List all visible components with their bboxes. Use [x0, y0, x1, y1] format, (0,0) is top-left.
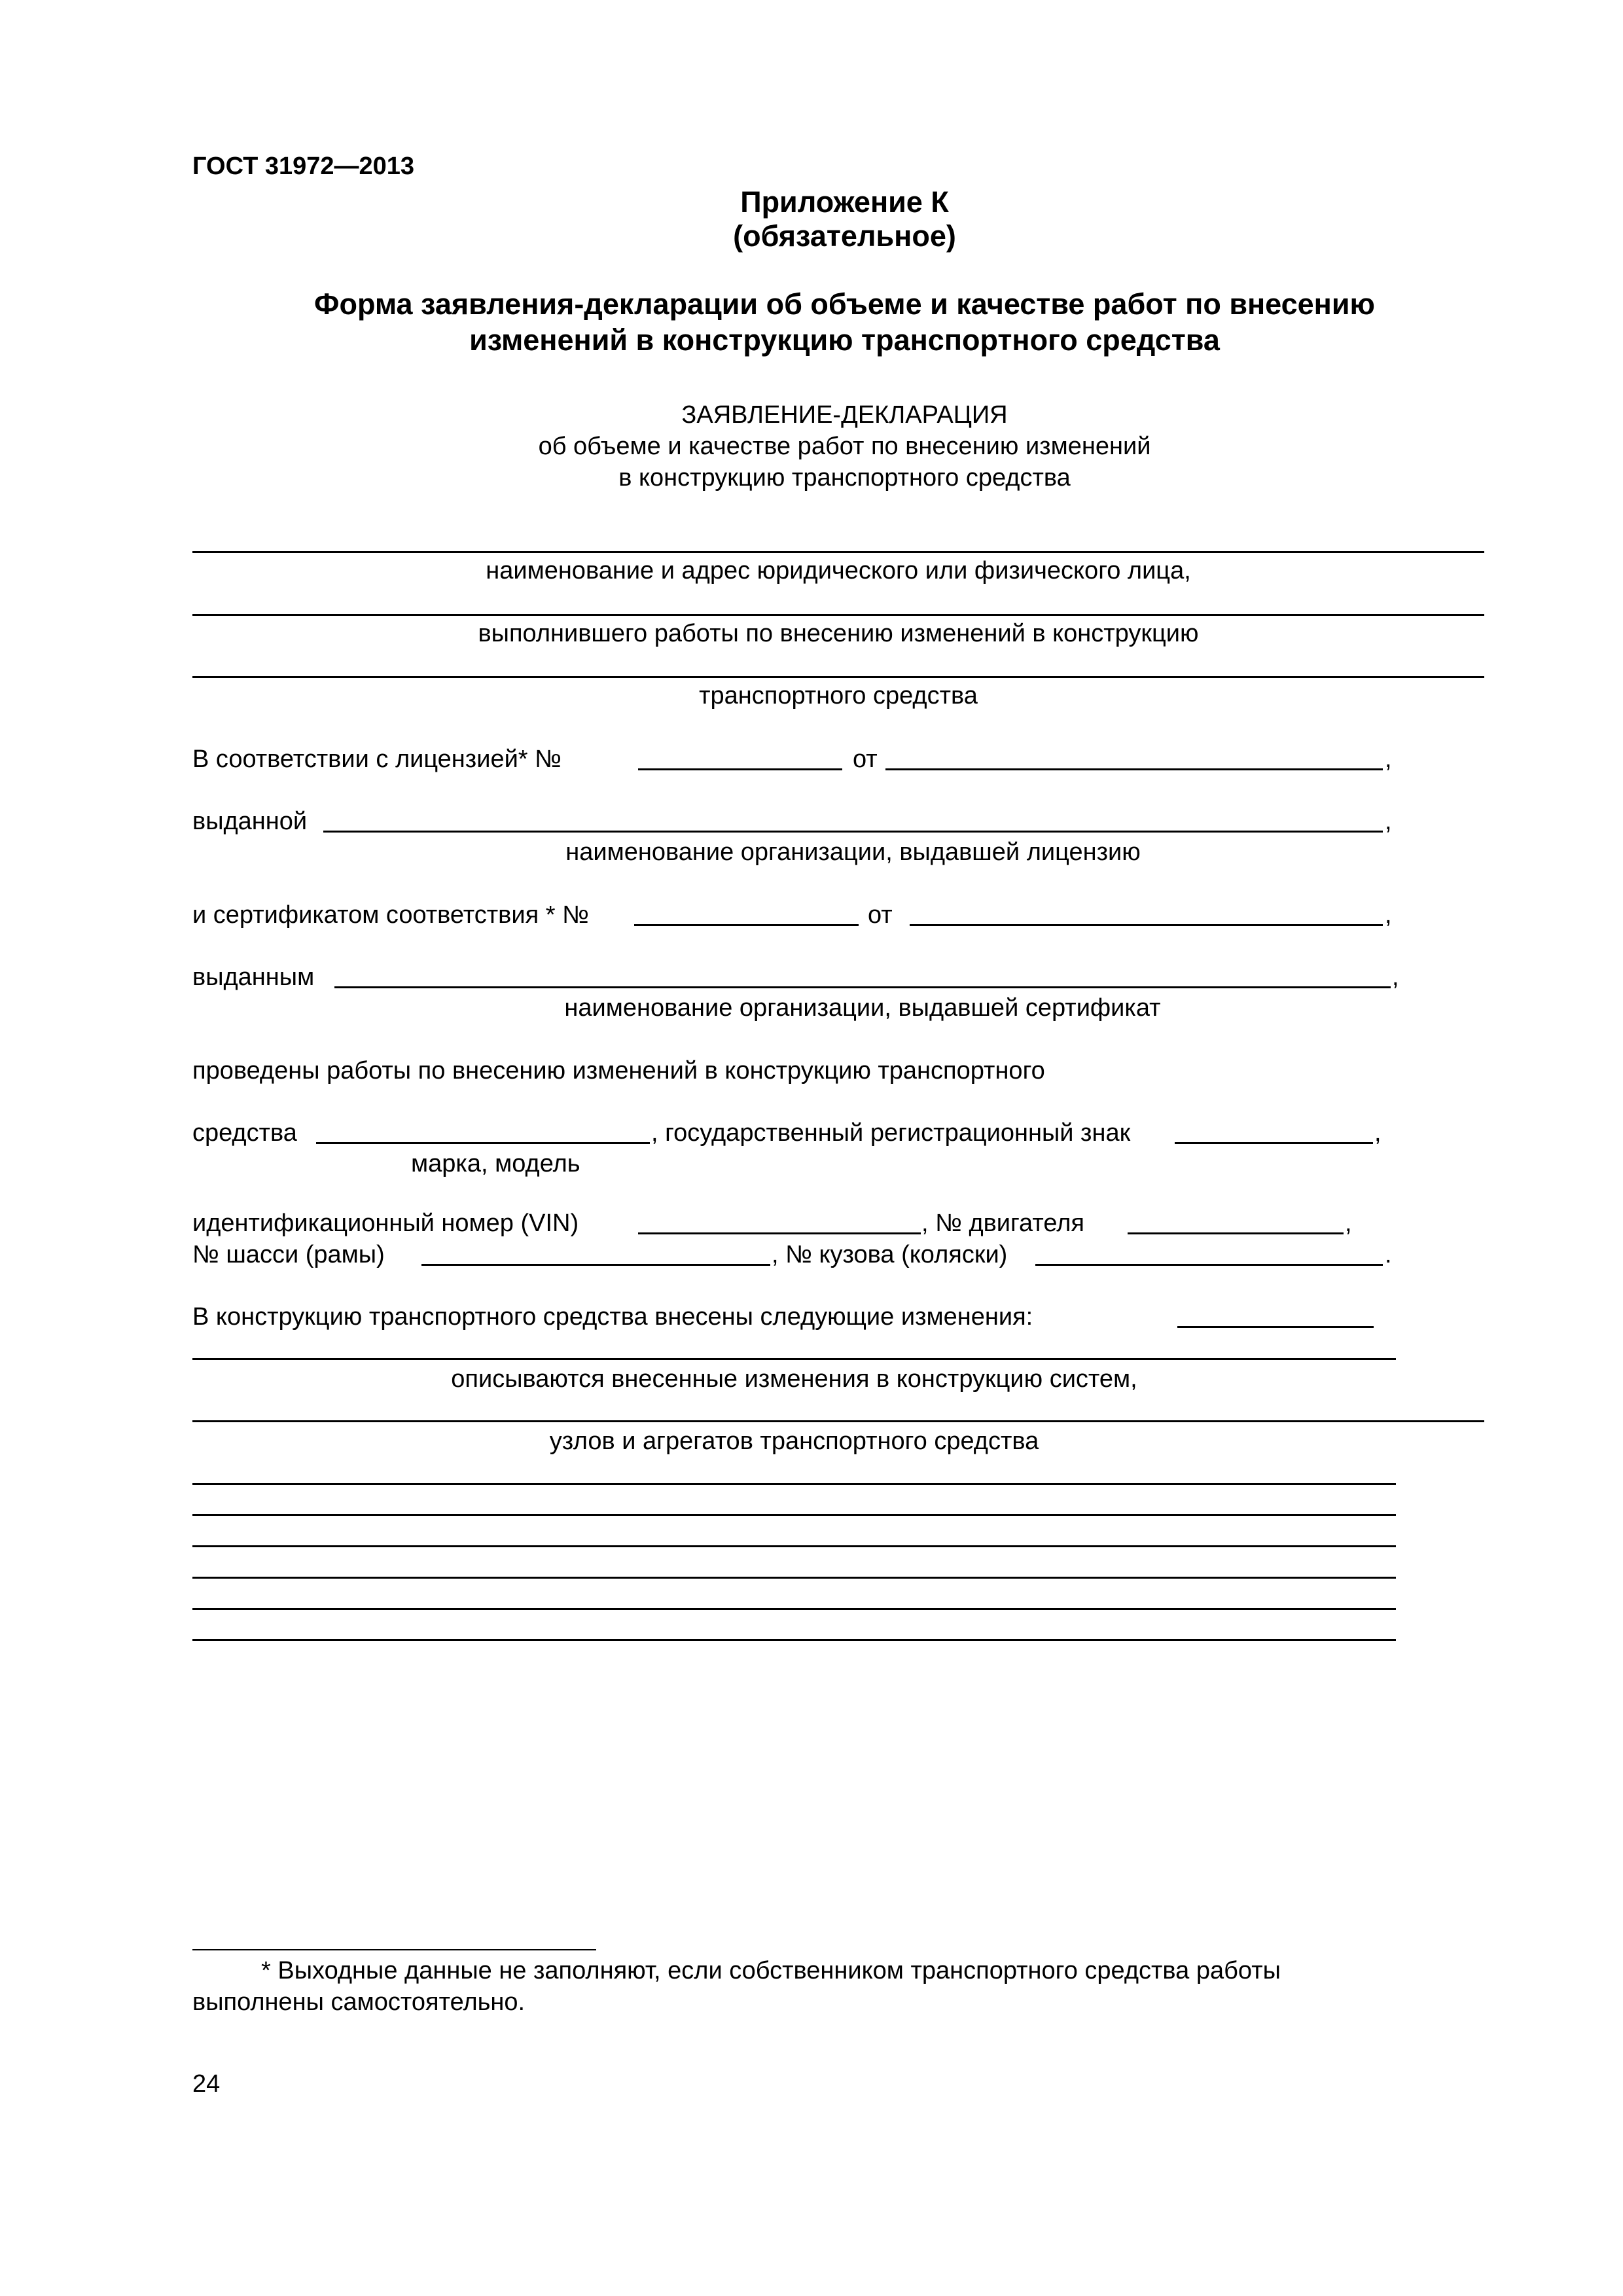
changes-field-1[interactable]: [192, 1358, 1396, 1360]
applicant-name-field-3[interactable]: [192, 676, 1484, 678]
body-period: .: [1385, 1241, 1392, 1268]
certificate-issuer-field[interactable]: [334, 986, 1391, 988]
changes-field-8[interactable]: [192, 1639, 1396, 1641]
footnote-separator: [192, 1949, 596, 1950]
changes-field-6[interactable]: [192, 1577, 1396, 1579]
license-date-label: от: [853, 745, 878, 773]
hint-applicant-name-1: наименование и адрес юридического или физического лица,: [486, 557, 1191, 584]
declaration-title: ЗАЯВЛЕНИЕ-ДЕКЛАРАЦИЯ: [681, 401, 1008, 429]
vin-field[interactable]: [638, 1232, 921, 1234]
license-issuer-label: выданной: [192, 808, 308, 835]
body-label: , № кузова (коляски): [772, 1241, 1008, 1268]
chassis-label: № шасси (рамы): [192, 1241, 385, 1268]
registration-comma: ,: [1374, 1119, 1382, 1147]
license-issuer-field[interactable]: [323, 831, 1383, 833]
certificate-comma: ,: [1385, 901, 1392, 929]
registration-sign-field[interactable]: [1175, 1142, 1373, 1144]
license-number-field[interactable]: [638, 768, 842, 770]
hint-license-issuer: наименование организации, выдавшей лицензию: [565, 838, 1141, 866]
appendix-title: Приложение К: [740, 185, 949, 219]
page-number: 24: [192, 2070, 221, 2098]
changes-field-inline[interactable]: [1177, 1326, 1374, 1328]
vehicle-label: средства: [192, 1119, 297, 1147]
declaration-subtitle-line-1: об объеме и качестве работ по внесению изменений: [538, 433, 1151, 460]
license-date-field[interactable]: [885, 768, 1383, 770]
certificate-label: и сертификатом соответствия * №: [192, 901, 589, 929]
hint-certificate-issuer: наименование организации, выдавшей сертификат: [564, 994, 1161, 1022]
changes-field-4[interactable]: [192, 1514, 1396, 1516]
certificate-issuer-label: выданным: [192, 963, 315, 991]
hint-changes-1: описываются внесенные изменения в конструкцию систем,: [451, 1365, 1137, 1393]
vehicle-brand-model-field[interactable]: [316, 1142, 650, 1144]
appendix-status: (обязательное): [733, 219, 956, 253]
appendix-heading-line-1: Форма заявления-декларации об объеме и качестве работ по внесению: [314, 287, 1375, 321]
hint-applicant-name-2: выполнившего работы по внесению изменений в конструкцию: [478, 620, 1199, 647]
engine-number-field[interactable]: [1128, 1232, 1344, 1234]
applicant-name-field-2[interactable]: [192, 614, 1484, 616]
appendix-heading-line-2: изменений в конструкцию транспортного средства: [469, 323, 1220, 357]
works-statement: проведены работы по внесению изменений в конструкцию транспортного: [192, 1057, 1045, 1085]
license-comma: ,: [1385, 745, 1392, 773]
certificate-date-label: от: [868, 901, 893, 929]
changes-label: В конструкцию транспортного средства внесены следующие изменения:: [192, 1303, 1033, 1331]
vin-label: идентификационный номер (VIN): [192, 1210, 579, 1237]
license-issuer-comma: ,: [1385, 808, 1392, 835]
changes-field-5[interactable]: [192, 1545, 1396, 1547]
certificate-issuer-comma: ,: [1392, 963, 1399, 991]
standard-code: ГОСТ 31972—2013: [192, 152, 415, 180]
footnote-line-2: выполнены самостоятельно.: [192, 1988, 526, 2016]
license-label: В соответствии с лицензией* №: [192, 745, 562, 773]
hint-applicant-name-3: транспортного средства: [699, 682, 978, 709]
hint-brand-model: марка, модель: [411, 1150, 580, 1177]
declaration-subtitle-line-2: в конструкцию транспортного средства: [618, 464, 1071, 492]
engine-label: , № двигателя: [921, 1210, 1084, 1237]
chassis-number-field[interactable]: [421, 1264, 770, 1266]
changes-field-3[interactable]: [192, 1483, 1396, 1485]
registration-sign-label: , государственный регистрационный знак: [651, 1119, 1131, 1147]
changes-field-7[interactable]: [192, 1608, 1396, 1610]
certificate-date-field[interactable]: [910, 924, 1383, 926]
hint-changes-2: узлов и агрегатов транспортного средства: [549, 1427, 1039, 1455]
changes-field-2[interactable]: [192, 1420, 1484, 1422]
certificate-number-field[interactable]: [634, 924, 859, 926]
applicant-name-field-1[interactable]: [192, 551, 1484, 553]
engine-comma: ,: [1345, 1210, 1352, 1237]
footnote-line-1: * Выходные данные не заполняют, если собственником транспортного средства работы: [261, 1957, 1281, 1984]
body-number-field[interactable]: [1035, 1264, 1383, 1266]
